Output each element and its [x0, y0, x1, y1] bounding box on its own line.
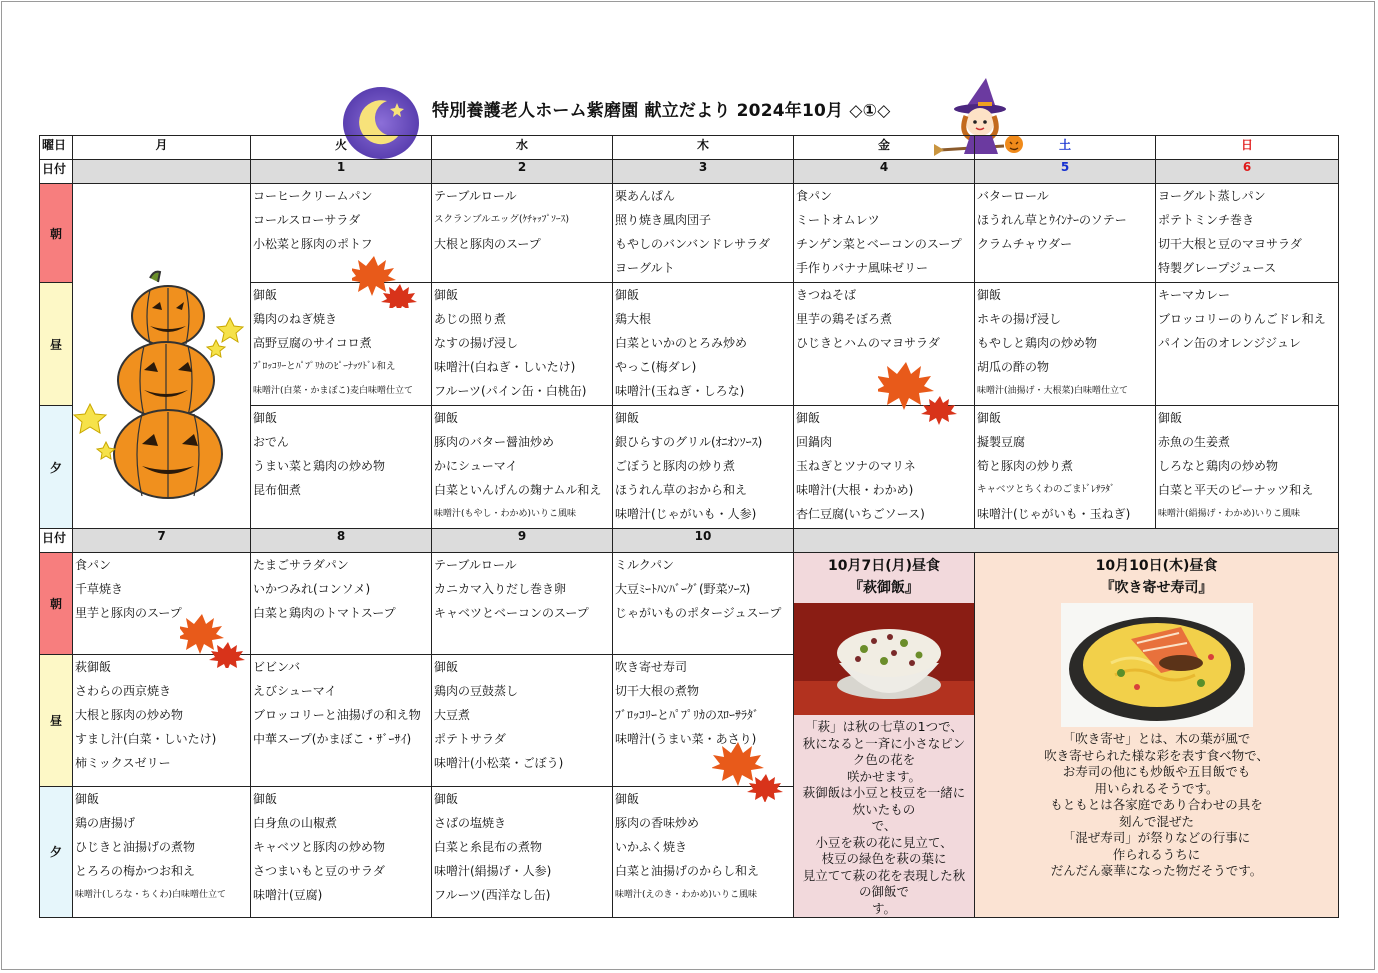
- day-fri: 金: [794, 136, 975, 160]
- menu-item: 吹き寄せ寿司: [615, 660, 688, 675]
- feature-text-line: 作られるうちに: [1112, 846, 1201, 862]
- menu-item: しろなと鶏肉の炒め物: [1158, 459, 1279, 473]
- menu-item: もやしのバンバンドレサラダ: [615, 237, 771, 251]
- menu-item: ホキの揚げ浸し: [977, 312, 1062, 326]
- meal-label-dinner: 夕: [40, 786, 73, 917]
- menu-cell: [975, 184, 1155, 258]
- menu-item: 味噌汁(うまい菜・あさり): [615, 732, 757, 747]
- menu-item: 味噌汁(絹揚げ・人参): [434, 863, 552, 878]
- menu-item: 御飯: [434, 288, 459, 302]
- date-cell: 4: [794, 160, 975, 184]
- feature-description: [975, 731, 1338, 880]
- menu-item: 味噌汁(玉ねぎ・しろな): [615, 384, 745, 398]
- feature-text-line: 刻んで混ぜた: [1118, 813, 1194, 829]
- menu-cell: [251, 406, 431, 504]
- menu-item: パイン缶のオレンジジュレ: [1158, 336, 1301, 350]
- menu-item: ブロッコリーと油揚げの和え物: [253, 708, 421, 723]
- menu-item: バターロール: [977, 189, 1049, 203]
- menu-item: テーブルロール: [434, 558, 517, 572]
- menu-item: 昆布佃煮: [253, 483, 302, 497]
- menu-item: さつまいもと豆のサラダ: [253, 863, 385, 878]
- menu-item: じゃがいものポタージュスープ: [615, 606, 782, 620]
- menu-item: すまし汁(白菜・しいたけ): [75, 732, 217, 747]
- feature-heading: 10月10日(木)昼食: [1095, 558, 1218, 574]
- menu-cell: [1156, 283, 1338, 357]
- feature-text-line: で、: [871, 818, 897, 833]
- menu-item: 味噌汁(えのき・わかめ)いりこ風味: [615, 889, 758, 900]
- menu-item: ﾌﾞﾛｯｺﾘｰとﾊﾟﾌﾟﾘｶのｽﾛｰｻﾗﾀﾞ: [615, 708, 760, 723]
- menu-item: 豚肉のバター醤油炒め: [434, 435, 555, 449]
- menu-item: 大根と豚肉のスープ: [434, 237, 541, 251]
- menu-item: 御飯: [977, 288, 1002, 302]
- menu-item: 白菜と糸昆布の煮物: [434, 839, 543, 854]
- feature-text-line: だんだん豪華になった物だそうです。: [1050, 863, 1263, 878]
- meal-label-breakfast: 朝: [40, 184, 73, 283]
- menu-item: 切干大根の煮物: [615, 684, 700, 699]
- feature-text-line: 秋になると一斉に小さなピンク色の花を: [802, 735, 966, 767]
- menu-item: クラムチャウダー: [977, 237, 1073, 251]
- day-tue: 火: [251, 136, 432, 160]
- feature-text-line: 「混ぜ寿司」が祭りなどの行事に: [1062, 830, 1251, 845]
- menu-item: 御飯: [434, 411, 459, 425]
- maple-leaf-icon: [712, 740, 784, 802]
- date-cell: [73, 160, 251, 184]
- menu-item: 白菜と鶏肉のトマトスープ: [253, 606, 396, 620]
- menu-item: あじの照り煮: [434, 312, 507, 326]
- feature-text-line: 吹き寄せられた様な彩を表す食べ物で、: [1044, 747, 1269, 763]
- menu-item: 白菜と平天のピーナッツ和え: [1158, 483, 1314, 497]
- menu-item: 千草焼き: [75, 582, 124, 596]
- feature-fukiyose-zushi: [975, 553, 1339, 918]
- maple-leaf-icon: [878, 360, 960, 426]
- menu-item: 回鍋肉: [796, 435, 833, 449]
- meal-label-breakfast: 朝: [40, 553, 73, 655]
- menu-item: 栗あんぱん: [615, 189, 676, 203]
- menu-item: 御飯: [977, 411, 1002, 425]
- menu-item: 御飯: [615, 411, 640, 425]
- meal-label-lunch: 昼: [40, 283, 73, 406]
- menu-item: いかふく焼き: [615, 839, 688, 854]
- menu-item: チンゲン菜とベーコンのスープ: [796, 237, 962, 251]
- menu-item: 御飯: [253, 411, 278, 425]
- menu-item: フルーツ(西洋なし缶): [434, 887, 551, 902]
- menu-item: さばの塩焼き: [434, 815, 507, 830]
- menu-item: ポテトミンチ巻き: [1158, 213, 1255, 227]
- menu-item: 萩御飯: [75, 660, 112, 675]
- feature-text-line: す。: [871, 900, 896, 916]
- menu-table: [39, 135, 1339, 918]
- feature-text-line: 小豆を萩の花に見立て、: [815, 834, 953, 850]
- day-sun: 日: [1156, 136, 1339, 160]
- menu-item: 味噌汁(豆腐): [253, 887, 323, 902]
- menu-item: ビビンバ: [253, 660, 301, 675]
- menu-cell: [613, 406, 793, 528]
- menu-item: おでん: [253, 435, 289, 449]
- menu-cell: [432, 787, 612, 909]
- menu-item: コールスローサラダ: [253, 213, 361, 227]
- date-row-week1: [40, 160, 1339, 184]
- menu-item: 御飯: [615, 288, 640, 302]
- menu-cell: [613, 184, 793, 282]
- menu-item: 味噌汁(しろな・ちくわ)白味噌仕立て: [75, 889, 227, 900]
- menu-cell: [613, 787, 793, 909]
- date-cell-empty: [794, 529, 1339, 553]
- menu-item: 筍と豚肉の炒り煮: [977, 459, 1074, 473]
- date-label: 日付: [40, 160, 73, 184]
- meal-label-lunch: 昼: [40, 655, 73, 786]
- date-cell: 3: [613, 160, 794, 184]
- menu-cell: [73, 655, 250, 777]
- date-cell: 2: [432, 160, 613, 184]
- menu-item: もやしと鶏肉の炒め物: [977, 336, 1098, 350]
- feature-dish-name: 『吹き寄せ寿司』: [1100, 580, 1213, 596]
- menu-cell: [73, 787, 250, 909]
- menu-item: 味噌汁(白菜・かまぼこ)麦白味噌仕立て: [253, 386, 414, 396]
- menu-item: 小松菜と豚肉のポトフ: [253, 237, 373, 251]
- menu-item: 杏仁豆腐(いちごソース): [796, 507, 925, 521]
- menu-item: うまい菜と鶏肉の炒め物: [253, 459, 386, 473]
- menu-item: きつねそば: [796, 288, 857, 302]
- menu-item: えびシューマイ: [253, 684, 337, 699]
- menu-item: 銀ひらすのグリル(ｵﾆｵﾝｿｰｽ): [615, 435, 763, 449]
- menu-item: ほうれん草のおから和え: [615, 483, 748, 497]
- menu-item: ミートオムレツ: [796, 213, 880, 227]
- menu-cell: [432, 553, 612, 627]
- menu-item: カニカマ入りだし巻き卵: [434, 582, 567, 596]
- menu-item: ヨーグルト: [615, 261, 675, 275]
- menu-item: とろろの梅かつお和え: [75, 863, 196, 878]
- feature-text-line: 用いられるそうです。: [1094, 780, 1219, 796]
- menu-cell: [432, 406, 612, 528]
- menu-item: 白身魚の山椒煮: [253, 815, 338, 830]
- menu-item: 照り焼き風肉団子: [615, 213, 712, 227]
- date-cell: 10: [613, 529, 794, 553]
- date-cell: 9: [432, 529, 613, 553]
- maple-leaf-icon: [352, 254, 418, 308]
- menu-item: 白菜といかのとろみ炒め: [615, 336, 748, 350]
- menu-cell: [794, 184, 974, 282]
- menu-item: 御飯: [253, 791, 278, 806]
- menu-cell: [432, 655, 612, 777]
- menu-item: 高野豆腐のサイコロ煮: [253, 336, 372, 350]
- menu-cell: [975, 283, 1155, 405]
- day-thu: 木: [613, 136, 794, 160]
- meal-label-dinner: 夕: [40, 406, 73, 529]
- menu-item: 鶏の唐揚げ: [75, 815, 136, 830]
- page-title: 特別養護老人ホーム紫磨園 献立だより 2024年10月 ◇①◇: [432, 101, 891, 121]
- menu-item: 大豆ﾐｰﾄﾊﾝﾊﾞｰｸﾞ(野菜ｿｰｽ): [615, 582, 751, 596]
- menu-item: 食パン: [796, 189, 833, 203]
- menu-item: 鶏肉のねぎ焼き: [253, 312, 338, 326]
- menu-item: なすの揚げ浸し: [434, 336, 519, 350]
- feature-hagi-gohan: [794, 553, 975, 918]
- fukiyose-zushi-photo: [1061, 603, 1253, 727]
- date-cell: 8: [251, 529, 432, 553]
- menu-item: スクランブルエッグ(ｹﾁｬｯﾌﾟｿｰｽ): [434, 214, 570, 225]
- menu-item: 里芋の鶏そぼろ煮: [796, 312, 893, 326]
- menu-item: ブロッコリーのりんごドレ和え: [1158, 312, 1326, 326]
- menu-item: いかつみれ(コンソメ): [253, 582, 371, 596]
- menu-item: ﾌﾞﾛｯｺﾘｰとﾊﾟﾌﾟﾘｶのﾋﾟｰﾅｯﾂﾄﾞﾚ和え: [253, 361, 396, 372]
- hagi-gohan-photo: [794, 603, 975, 715]
- menu-item: 鶏肉の豆鼓蒸し: [434, 684, 519, 699]
- menu-item: さわらの西京焼き: [75, 684, 172, 699]
- pumpkin-stack-icon: [70, 268, 250, 508]
- menu-item: 擬製豆腐: [977, 435, 1026, 449]
- menu-item: テーブルロール: [434, 189, 517, 203]
- menu-item: 味噌汁(絹揚げ・わかめ)いりこ風味: [1158, 509, 1301, 519]
- feature-heading: 10月7日(月)昼食: [827, 558, 941, 574]
- menu-cell: [432, 184, 612, 258]
- menu-item: ひじきとハムのマヨサラダ: [796, 336, 940, 350]
- weekday-label: 曜日: [40, 136, 73, 160]
- menu-item: 味噌汁(大根・わかめ): [796, 483, 914, 497]
- feature-text-line: 枝豆の緑色を萩の葉に: [821, 851, 947, 866]
- menu-item: フルーツ(パイン缶・白桃缶): [434, 384, 587, 398]
- menu-item: ヨーグルト蒸しパン: [1158, 189, 1266, 203]
- feature-description: [794, 719, 974, 917]
- menu-item: 御飯: [253, 288, 278, 302]
- menu-item: ポテトサラダ: [434, 732, 506, 747]
- menu-item: 大豆煮: [434, 708, 471, 723]
- menu-cell: [613, 553, 793, 627]
- menu-item: キャベツとちくわのごまﾄﾞﾚｻﾗﾀﾞ: [977, 484, 1115, 495]
- menu-cell: [613, 655, 793, 753]
- menu-item: 味噌汁(白ねぎ・しいたけ): [434, 360, 576, 374]
- menu-item: 白菜と油揚げのからし和え: [615, 863, 760, 878]
- menu-item: 里芋と豚肉のスープ: [75, 606, 182, 620]
- menu-item: 御飯: [615, 791, 640, 806]
- feature-text-line: 咲かせます。: [846, 768, 921, 784]
- menu-item: 味噌汁(もやし・わかめ)いりこ風味: [434, 509, 577, 519]
- menu-item: かにシューマイ: [434, 459, 518, 473]
- menu-cell: [1156, 406, 1338, 528]
- menu-cell: [432, 283, 612, 405]
- menu-item: 豚肉の香味炒め: [615, 815, 700, 830]
- feature-text-line: 「萩」は秋の七草の1つで、: [805, 719, 963, 734]
- menu-cell: [794, 283, 974, 357]
- menu-item: 鶏大根: [615, 312, 652, 326]
- menu-item: たまごサラダパン: [253, 558, 349, 572]
- menu-item: 御飯: [75, 791, 100, 806]
- menu-cell: [1156, 184, 1338, 282]
- date-cell: 7: [73, 529, 251, 553]
- menu-item: 赤魚の生姜煮: [1158, 435, 1231, 449]
- day-wed: 水: [432, 136, 613, 160]
- menu-item: 味噌汁(じゃがいも・人参): [615, 507, 757, 521]
- menu-item: 味噌汁(小松菜・ごぼう): [434, 756, 564, 771]
- menu-item: 御飯: [796, 411, 821, 425]
- feature-text-line: 萩御飯は小豆と枝豆を一緒に炊いたもの: [802, 785, 966, 817]
- menu-item: 柿ミックスゼリー: [75, 756, 171, 771]
- menu-item: 食パン: [75, 558, 112, 572]
- menu-item: 白菜といんげんの麹ナムル和え: [434, 483, 602, 497]
- menu-cell: [251, 655, 431, 753]
- menu-item: ごぼうと豚肉の炒り煮: [615, 459, 736, 473]
- menu-cell: [251, 553, 431, 627]
- menu-item: 手作りバナナ風味ゼリー: [796, 261, 929, 275]
- date-cell: 1: [251, 160, 432, 184]
- feature-text-line: 見立てて萩の花を表現した秋の御飯で: [802, 867, 966, 899]
- menu-item: 味噌汁(油揚げ・大根菜)白味噌仕立て: [977, 386, 1129, 396]
- day-mon: 月: [73, 136, 251, 160]
- weekday-row: [40, 136, 1339, 160]
- menu-item: ひじきと油揚げの煮物: [75, 839, 196, 854]
- menu-cell: [975, 406, 1155, 528]
- date-cell: 5: [975, 160, 1156, 184]
- menu-cell: [251, 787, 431, 909]
- date-row-week2: [40, 529, 1339, 553]
- menu-item: やっこ(梅ダレ): [615, 360, 697, 374]
- menu-item: 味噌汁(じゃがいも・玉ねぎ): [977, 507, 1131, 521]
- menu-item: 胡瓜の酢の物: [977, 360, 1050, 374]
- menu-cell: [613, 283, 793, 405]
- menu-item: 御飯: [1158, 411, 1183, 425]
- menu-item: ミルクパン: [615, 558, 675, 572]
- day-sat: 土: [975, 136, 1156, 160]
- maple-leaf-icon: [180, 612, 246, 668]
- menu-item: 切干大根と豆のマヨサラダ: [1158, 237, 1302, 251]
- menu-item: 特製グレープジュース: [1158, 261, 1277, 275]
- menu-item: 中華スープ(かまぼこ・ｻﾞｰｻｲ): [253, 732, 412, 747]
- menu-cell: [251, 184, 431, 258]
- date-cell: 6: [1156, 160, 1339, 184]
- feature-text-line: お寿司の他にも炒飯や五目飯でも: [1062, 764, 1251, 779]
- menu-item: キーマカレー: [1158, 288, 1231, 302]
- menu-item: 御飯: [434, 660, 459, 675]
- menu-item: キャベツと豚肉の炒め物: [253, 839, 386, 854]
- menu-item: ほうれん草とｳｲﾝﾅｰのソテー: [977, 213, 1127, 227]
- date-label: 日付: [40, 529, 73, 553]
- feature-text-line: 「吹き寄せ」とは、木の葉が風で: [1062, 731, 1251, 746]
- menu-item: 大根と豚肉の炒め物: [75, 708, 184, 723]
- feature-text-line: もともとは各家庭であり合わせの具を: [1050, 797, 1263, 812]
- menu-item: コーヒークリームパン: [253, 189, 373, 203]
- menu-item: 御飯: [434, 791, 459, 806]
- feature-dish-name: 『萩御飯』: [849, 580, 919, 596]
- menu-item: 玉ねぎとツナのマリネ: [796, 459, 916, 473]
- menu-item: キャベツとベーコンのスープ: [434, 606, 589, 620]
